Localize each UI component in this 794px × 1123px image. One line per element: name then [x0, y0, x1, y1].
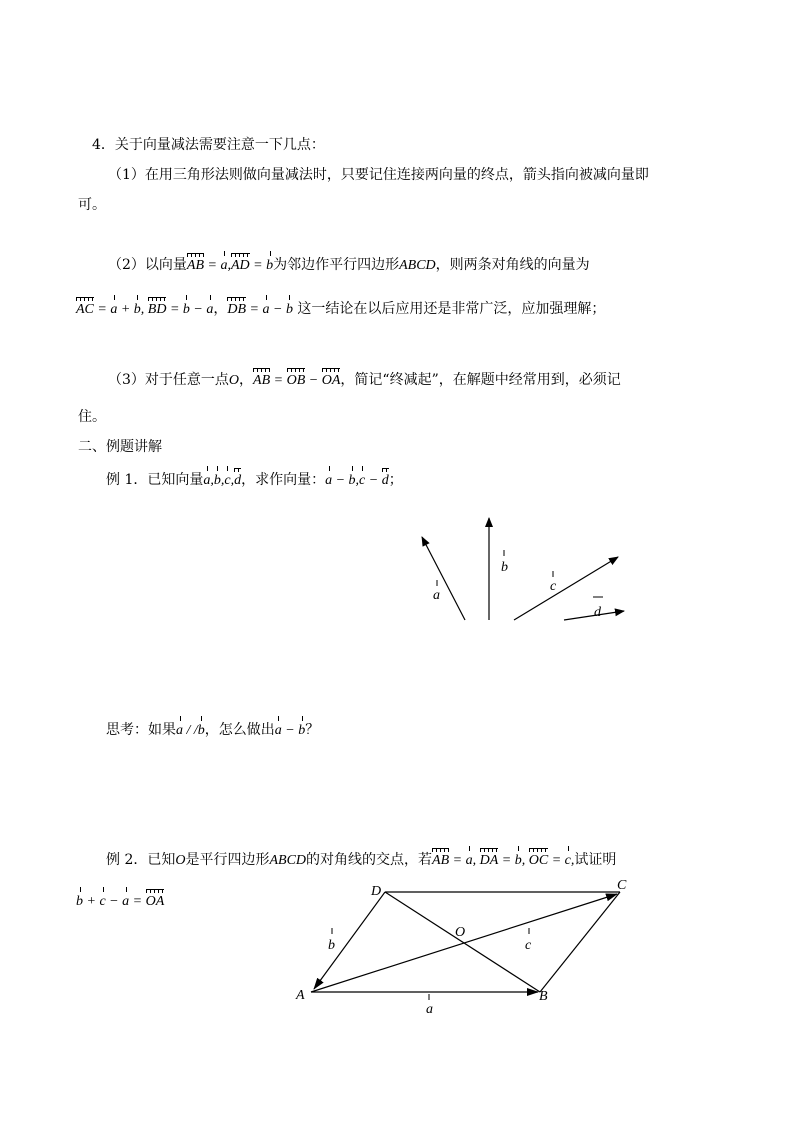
edge-label-a: a: [426, 1002, 433, 1017]
label-a: a: [433, 588, 440, 603]
diagonal-db: [385, 892, 540, 992]
point-3-line-1: （3）对于任意一点O，AB = OB − OA，简记“终减起”，在解题中经常用到，必须记: [108, 370, 621, 391]
edge-label-c: c: [525, 938, 532, 953]
point-1-line-2: 可。: [78, 197, 106, 213]
label-c: c: [550, 579, 557, 594]
vertex-c: C: [617, 878, 627, 893]
vertex-b: B: [539, 989, 548, 1004]
label-d: d: [594, 605, 601, 620]
center-o: O: [455, 925, 466, 940]
section-2-title: 二、例题讲解: [78, 439, 162, 455]
example-1: 例 1．已知向量a,b,c,d，求作向量：a − b,c − d；: [106, 470, 403, 491]
example-2-line-2: b + c − a = OA: [76, 891, 164, 912]
example-2-line-1: 例 2．已知O是平行四边形ABCD的对角线的交点，若AB = a, DA = b, OC = c,试证明: [106, 850, 616, 871]
vertex-a: A: [296, 988, 305, 1003]
vector-c-arrow: [514, 557, 618, 620]
section-4-title: 4．关于向量减法需要注意一下几点：: [92, 137, 325, 153]
point-3-line-2: 住。: [78, 409, 106, 425]
label-b: b: [501, 560, 508, 575]
vertex-d: D: [371, 884, 382, 899]
edge-label-b: b: [328, 938, 335, 953]
edge-bc: [540, 892, 620, 992]
edge-da: [314, 892, 385, 989]
figure-1-vectors: [410, 510, 640, 630]
vector-a-arrow: [422, 537, 465, 620]
figure-2-parallelogram: [280, 870, 650, 1020]
point-2-line-1: （2）以向量AB = a,AD = b为邻边作平行四边形ABCD，则两条对角线的向量为: [108, 255, 590, 276]
point-2-line-2: AC = a + b, BD = b − a，DB = a − b 这一结论在以后应用还是非常广泛，应加强理解；: [76, 299, 605, 320]
think-question: 思考：如果a / /b，怎么做出a − b？: [106, 720, 319, 741]
point-1-line-1: （1）在用三角形法则做向量减法时，只要记住连接两向量的终点，箭头指向被减向量即: [108, 167, 649, 183]
